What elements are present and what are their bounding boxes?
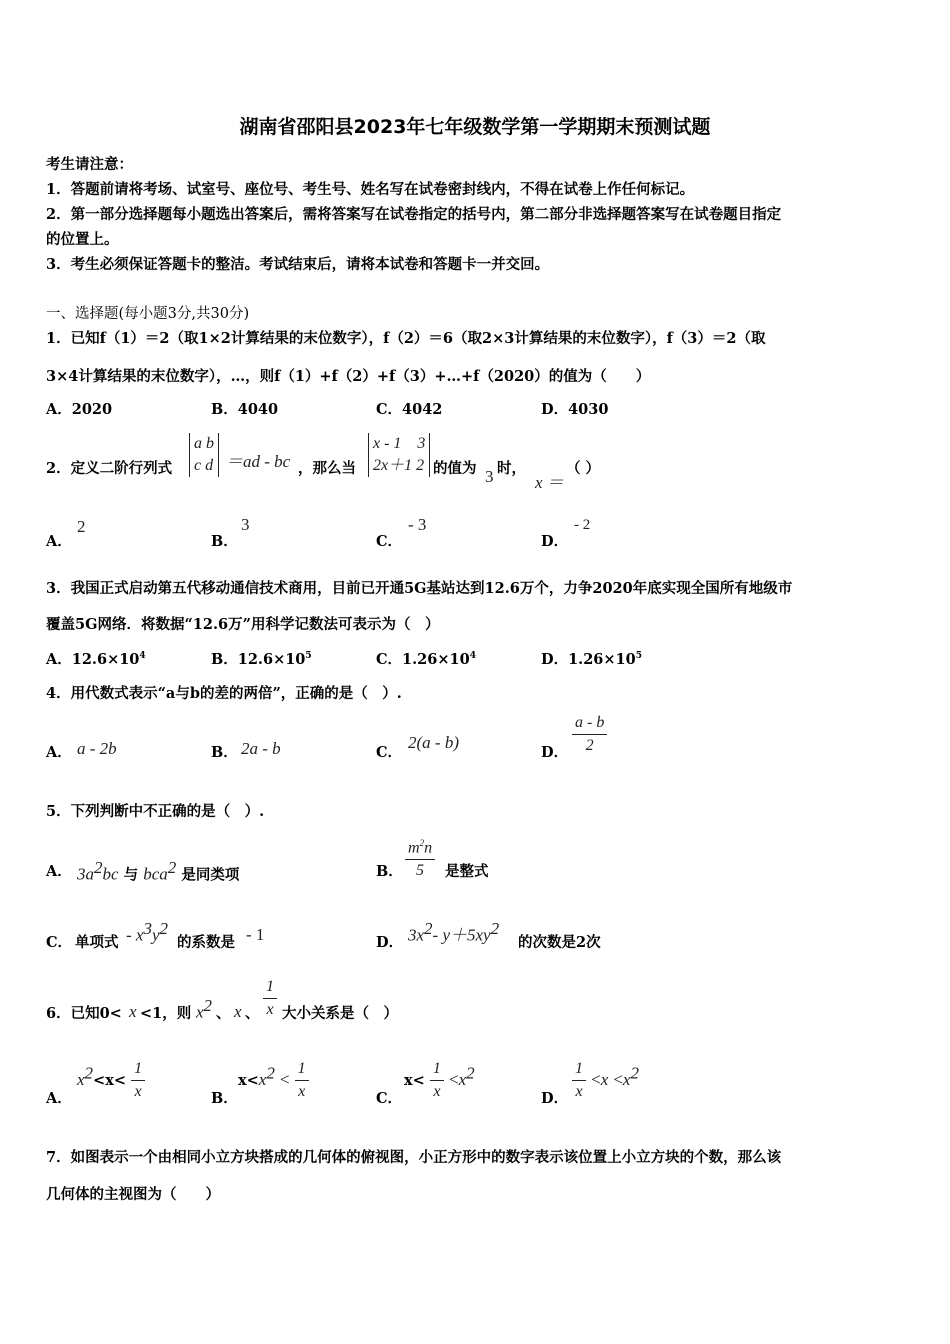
q2-option-a-label: A． <box>46 533 72 550</box>
q2-determinant-2 <box>368 433 430 477</box>
q2-prefix: 2．定义二阶行列式 <box>46 460 173 477</box>
q2-det1-value: ＝ad - bc <box>226 452 291 471</box>
q6-option-c-expr: x< $\frac{1}{x}$ $<x^2$ <box>404 1060 475 1100</box>
notice-heading: 考生请注意： <box>46 156 133 173</box>
q6-option-c-label: C． <box>376 1090 403 1107</box>
q2-paren: （ ） <box>566 460 601 477</box>
q1-option-b: B．4040 <box>211 401 279 418</box>
q6-option-d-expr: $\frac{1}{x}$ $<x <x^2$ <box>572 1060 639 1101</box>
q3-line-1: 3．我国正式启动第五代移动通信技术商用，目前已开通5G基站达到12.6万个，力争2020年底实现全国所有地级市 <box>46 580 793 597</box>
q6-sep-2: 、 <box>245 1005 260 1022</box>
q2-option-b-value: 3 <box>241 515 250 534</box>
det1-row-1: a b <box>194 435 214 452</box>
q4-option-b-label: B． <box>211 744 238 761</box>
section-heading: 一、选择题(每小题3分,共30分) <box>46 306 250 322</box>
q1-option-a: A．2020 <box>46 401 113 418</box>
q2-middle: ，那么当 <box>298 460 356 477</box>
q4-option-a-value: a - 2b <box>77 739 117 758</box>
q7-line-1: 7．如图表示一个由相同小立方块搭成的几何体的俯视图，小正方形中的数字表示该位置上小立方块的个数，那么该 <box>46 1149 782 1166</box>
det2-row-2: 2x＋1 2 <box>373 457 425 474</box>
q2-option-c-value: - 3 <box>408 515 427 534</box>
q4-option-d-label: D． <box>541 744 569 761</box>
q5-option-d-polynomial: $3x^2-$ $y+5xy^2$ <box>408 919 500 945</box>
q6-sep-1: 、 <box>216 1005 231 1022</box>
q7-line-2: 几何体的主视图为（ ） <box>46 1186 220 1203</box>
q2-option-b-label: B． <box>211 533 238 550</box>
q6-option-a-expr: $x^2<x<$ $\frac{1}{x}$ <box>77 1060 145 1101</box>
q5-option-d-tail: 的次数是2次 <box>518 934 601 951</box>
q4-option-d-fraction: $\frac{a - b}{2}$ <box>572 714 607 755</box>
q2-when: 时， <box>497 460 526 477</box>
q5-option-c-mid: 的系数是 <box>177 934 235 951</box>
q5-option-b-fraction: $\frac{m^2n}{5}$ <box>405 834 435 880</box>
q4-option-b-value: 2a - b <box>241 739 281 758</box>
q1-line-2: 3×4计算结果的末位数字），…，则f（1）+f（2）+f（3）+…+f（2020）的值为（ ） <box>46 368 651 385</box>
q3-option-c: C．$1.26\times 10^4$ <box>376 651 476 668</box>
q2-option-d-label: D． <box>541 533 569 550</box>
q6-reciprocal: $\frac{1}{x}$ <box>263 978 277 1019</box>
q5-option-c-prefix: 单项式 <box>75 934 119 951</box>
q3-option-a: A．$12.6\times 10^4$ <box>46 651 146 668</box>
q5-option-a-label: A． <box>46 863 72 880</box>
notice-item-2-cont: 的位置上。 <box>46 231 119 248</box>
notice-item-2: 2．第一部分选择题每小题选出答案后，需将答案写在试卷指定的括号内，第二部分非选择题答案写在试卷题目指定 <box>46 206 782 223</box>
q1-option-c: C．4042 <box>376 401 443 418</box>
q6-option-d-label: D． <box>541 1090 569 1107</box>
q6-stem-mid: <1，则 <box>140 1005 192 1022</box>
det1-row-2: c d <box>194 457 214 474</box>
q4-option-c-label: C． <box>376 744 403 761</box>
page-title: 湖南省邵阳县2023年七年级数学第一学期期末预测试题 <box>239 116 711 138</box>
q4-stem: 4．用代数式表示“a与b的差的两倍”，正确的是（ ）. <box>46 685 402 702</box>
q5-option-b-tail: 是整式 <box>445 863 489 880</box>
q5-option-c-monomial: - $x^3y^2$ <box>126 919 169 945</box>
q5-option-c-label: C． <box>46 934 73 951</box>
q6-option-b-label: B． <box>211 1090 238 1107</box>
q5-stem: 5．下列判断中不正确的是（ ）. <box>46 803 265 820</box>
q4-option-a-label: A． <box>46 744 72 761</box>
q6-x-squared: $x^2$ <box>196 996 213 1022</box>
q2-option-c-label: C． <box>376 533 403 550</box>
q6-stem-prefix: 6．已知0< <box>46 1005 122 1022</box>
q2-option-d-value: - 2 <box>574 517 591 533</box>
q6-option-a-label: A． <box>46 1090 72 1107</box>
q5-option-b-label: B． <box>376 863 403 880</box>
q1-option-d: D．4030 <box>541 401 609 418</box>
q6-x: x <box>234 1002 242 1021</box>
q3-option-b: B．$12.6\times 10^5$ <box>211 651 312 668</box>
q5-option-a-content: $3a^2bc$ 与 bca$^2$ 是同类项 <box>77 858 240 884</box>
q6-x1: x <box>129 1002 137 1021</box>
q1-line-1: 1．已知f（1）＝2（取1×2计算结果的末位数字），f（2）＝6（取2×3计算结果的末位数字），f（3）＝2（取 <box>46 330 766 347</box>
q5-option-c-value: - 1 <box>246 925 265 944</box>
q3-option-d: D．$1.26\times 10^5$ <box>541 651 642 668</box>
q2-determinant-1 <box>189 433 219 477</box>
q2-value-text: 的值为 <box>433 460 477 477</box>
q6-stem-tail: 大小关系是（ ） <box>282 1005 398 1022</box>
q4-option-c-value: 2(a - b) <box>408 733 459 752</box>
q5-option-d-label: D． <box>376 934 404 951</box>
q3-line-2: 覆盖5G网络．将数据“12.6万”用科学记数法可表示为（ ） <box>46 616 440 633</box>
notice-item-3: 3．考生必须保证答题卡的整洁。考试结束后，请将本试卷和答题卡一并交回。 <box>46 256 550 273</box>
q2-value: 3 <box>485 467 494 486</box>
notice-item-1: 1．答题前请将考场、试室号、座位号、考生号、姓名写在试卷密封线内，不得在试卷上作任何标记。 <box>46 181 695 198</box>
det2-row-1: x - 1 3 <box>373 435 426 452</box>
q6-option-b-expr: $x<x^2$ < $\frac{1}{x}$ <box>238 1060 309 1101</box>
q2-x-equals: x ＝ <box>535 473 564 492</box>
q2-option-a-value: 2 <box>77 517 86 536</box>
